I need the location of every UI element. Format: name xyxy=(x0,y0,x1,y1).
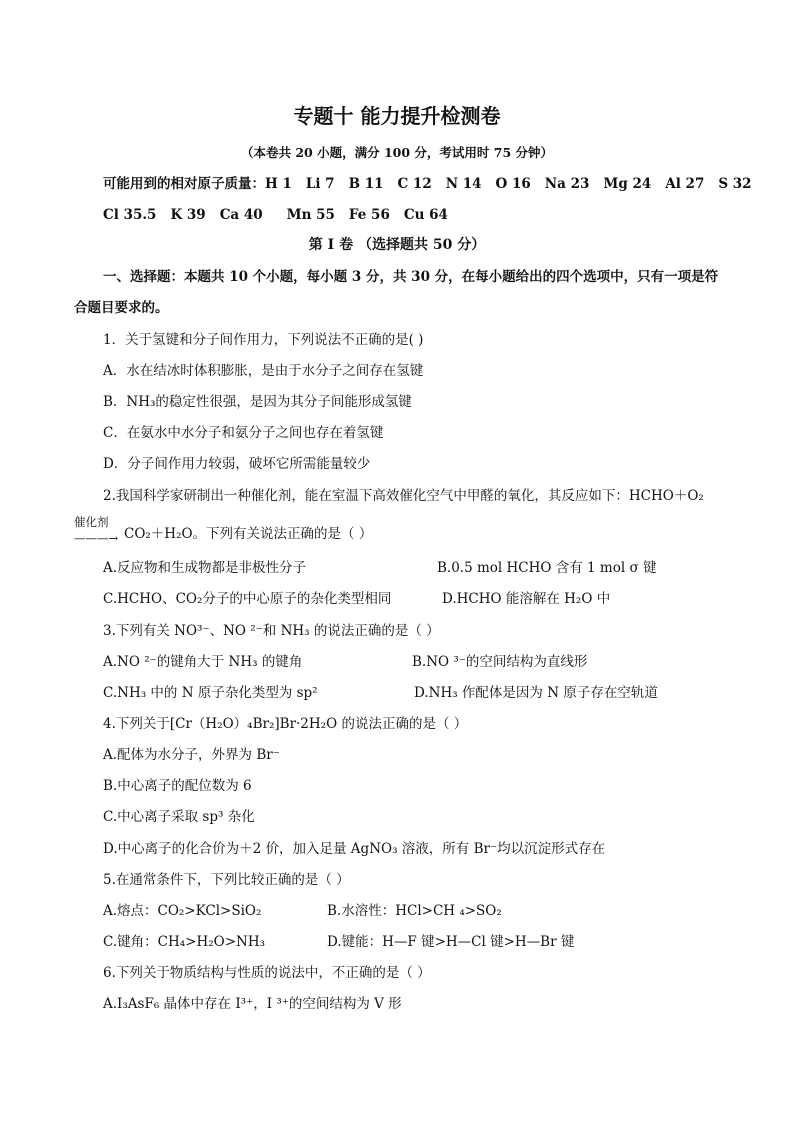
q1-option-c: C．在氨水中水分子和氨分子之间也存在着氢键 xyxy=(103,425,384,441)
q5-option-d: D.键能：H—F 键>H—Cl 键>H—Br 键 xyxy=(327,934,575,950)
mass-h: H 1 xyxy=(265,176,292,192)
mass-c: C 12 xyxy=(397,176,432,192)
q2-option-a: A.反应物和生成物都是非极性分子 xyxy=(103,560,307,576)
q5-stem: 5.在通常条件下，下列比较正确的是（ ） xyxy=(103,872,350,888)
q2-option-d: D.HCHO 能溶解在 H₂O 中 xyxy=(442,591,611,607)
mass-mg: Mg 24 xyxy=(603,176,652,192)
atomic-mass-row-1 xyxy=(103,175,766,193)
mass-mn: Mn 55 xyxy=(286,207,335,223)
q1-stem: 1．关于氢键和分子间作用力，下列说法不正确的是( ) xyxy=(103,332,424,348)
q2-stem-line-1: 2.我国科学家研制出一种催化剂，能在室温下高效催化空气中甲醛的氧化，其反应如下：HCHO＋O₂ xyxy=(103,488,704,504)
q5-option-a: A.熔点：CO₂>KCl>SiO₂ xyxy=(103,903,262,919)
section-title: 第 I 卷 （选择题共 50 分） xyxy=(308,237,486,253)
q6-stem: 6.下列关于物质结构与性质的说法中，不正确的是（ ） xyxy=(103,965,431,981)
q2-catalyst-label: 催化剂 xyxy=(74,515,109,529)
mass-fe: Fe 56 xyxy=(348,207,390,223)
mass-na: Na 23 xyxy=(544,176,590,192)
q5-option-b: B.水溶性：HCl>CH ₄>SO₂ xyxy=(327,903,502,919)
section-instruction-line-2: 合题目要求的。 xyxy=(74,300,169,316)
mass-o: O 16 xyxy=(495,176,531,192)
mass-s: S 32 xyxy=(718,176,752,192)
mass-al: Al 27 xyxy=(665,176,705,192)
mass-b: B 11 xyxy=(348,176,384,192)
q6-option-a: A.I₃AsF₆ 晶体中存在 I³⁺，I ³⁺的空间结构为 V 形 xyxy=(103,996,402,1012)
section-instruction-line-1: 一、选择题：本题共 10 个小题，每小题 3 分，共 30 分，在每小题给出的四个选项中，只有一项是符 xyxy=(103,269,719,285)
mass-cl: Cl 35.5 xyxy=(103,207,157,223)
q4-option-b: B.中心离子的配位数为 6 xyxy=(103,778,252,794)
q2-option-c: C.HCHO、CO₂分子的中心原子的杂化类型相同 xyxy=(103,591,392,607)
q1-option-b: B．NH₃的稳定性很强，是因为其分子间能形成氢键 xyxy=(103,394,412,410)
q2-reaction-arrow xyxy=(74,515,118,545)
q2-option-b: B.0.5 mol HCHO 含有 1 mol σ 键 xyxy=(437,560,657,576)
q2-arrow-symbol: ———→ xyxy=(74,531,119,545)
q4-option-d: D.中心离子的化合价为＋2 价，加入足量 AgNO₃ 溶液，所有 Br⁻均以沉淀形式存在 xyxy=(103,841,606,857)
q1-option-a: A．水在结冰时体积膨胀，是由于水分子之间存在氢键 xyxy=(103,363,424,379)
q1-option-d: D．分子间作用力较弱，破坏它所需能量较少 xyxy=(103,456,371,472)
q3-option-c: C.NH₃ 中的 N 原子杂化类型为 sp² xyxy=(103,685,318,701)
atomic-mass-row-2 xyxy=(103,206,462,224)
mass-ca: Ca 40 xyxy=(219,207,263,223)
mass-cu: Cu 64 xyxy=(403,207,448,223)
page-title: 专题十 能力提升检测卷 xyxy=(293,104,501,128)
atomic-mass-label: 可能用到的相对原子质量： xyxy=(103,176,265,192)
q3-option-a: A.NO ²⁻的键角大于 NH₃ 的键角 xyxy=(103,654,303,670)
mass-k: K 39 xyxy=(170,207,206,223)
q3-option-b: B.NO ³⁻的空间结构为直线形 xyxy=(412,654,588,670)
q4-stem: 4.下列关于[Cr（H₂O）₄Br₂]Br·2H₂O 的说法正确的是（ ） xyxy=(103,716,468,732)
page-subtitle: （本卷共 20 小题，满分 100 分，考试用时 75 分钟） xyxy=(241,145,553,160)
mass-li: Li 7 xyxy=(305,176,335,192)
mass-n: N 14 xyxy=(445,176,482,192)
q4-option-a: A.配体为水分子，外界为 Br⁻ xyxy=(103,747,280,763)
q5-option-c: C.键角：CH₄>H₂O>NH₃ xyxy=(103,934,266,950)
q3-stem: 3.下列有关 NO³⁻、NO ²⁻和 NH₃ 的说法正确的是（ ） xyxy=(103,623,440,639)
q2-stem-line-2: CO₂＋H₂O。下列有关说法正确的是（ ） xyxy=(124,526,373,542)
q3-option-d: D.NH₃ 作配体是因为 N 原子存在空轨道 xyxy=(414,685,658,701)
q4-option-c: C.中心离子采取 sp³ 杂化 xyxy=(103,809,255,825)
